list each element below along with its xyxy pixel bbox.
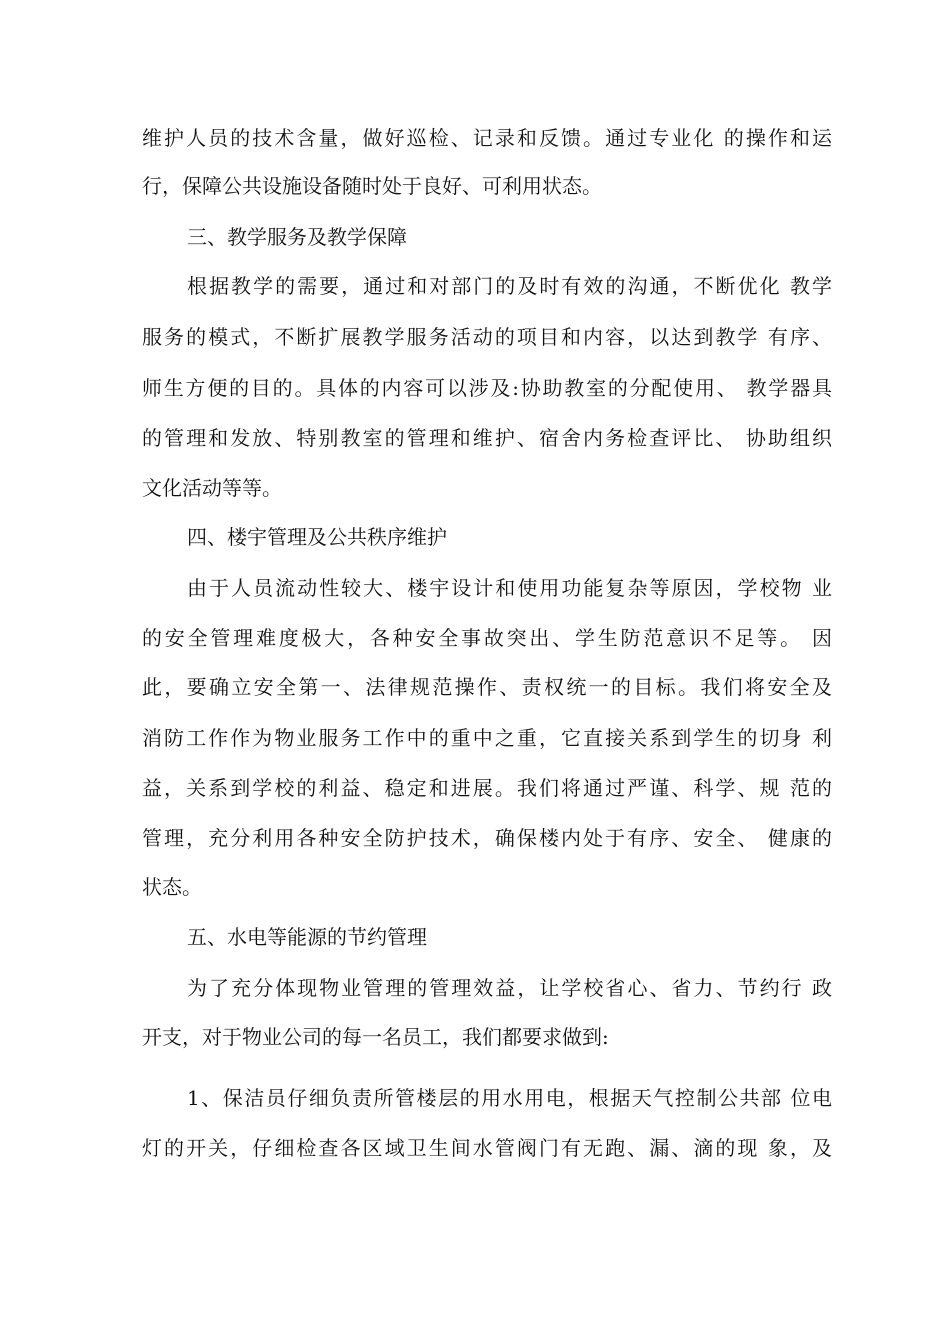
list-item-line: 灯的开关，仔细检查各区域卫生间水管阀门有无跑、漏、滴的现 象，及 bbox=[142, 1136, 832, 1160]
paragraph-line: 管理，充分利用各种安全防护技术，确保楼内处于有序、安全、 健康的 bbox=[142, 826, 832, 850]
paragraph-line: 由于人员流动性较大、楼宇设计和使用功能复杂等原因，学校物 业 bbox=[187, 576, 832, 600]
paragraph-line: 状态。 bbox=[142, 875, 202, 899]
paragraph-line: 服务的模式，不断扩展教学服务活动的项目和内容，以达到教学 有序、 bbox=[142, 325, 832, 349]
paragraph-line: 的管理和发放、特别教室的管理和维护、宿舍内务检查评比、 协助组织 bbox=[142, 426, 832, 450]
paragraph-line: 的安全管理难度极大，各种安全事故突出、学生防范意识不足等。 因 bbox=[142, 626, 832, 650]
paragraph-line: 师生方便的目的。具体的内容可以涉及:协助教室的分配使用、 教学器具 bbox=[142, 376, 832, 400]
paragraph-line: 消防工作作为物业服务工作中的重中之重，它直接关系到学生的切身 利 bbox=[142, 726, 832, 750]
section-heading-5: 五、水电等能源的节约管理 bbox=[187, 925, 427, 949]
paragraph-line: 维护人员的技术含量，做好巡检、记录和反馈。通过专业化 的操作和运 bbox=[142, 126, 832, 150]
paragraph-line: 此，要确立安全第一、法律规范操作、责权统一的目标。我们将安全及 bbox=[142, 675, 832, 699]
paragraph-line: 文化活动等等。 bbox=[142, 476, 282, 500]
section-heading-4: 四、楼宇管理及公共秩序维护 bbox=[187, 525, 447, 549]
paragraph-line: 益，关系到学校的利益、稳定和进展。我们将通过严谨、科学、规 范的 bbox=[142, 776, 832, 800]
paragraph-line: 根据教学的需要，通过和对部门的及时有效的沟通，不断优化 教学 bbox=[187, 274, 832, 298]
paragraph-line: 行，保障公共设施设备随时处于良好、可利用状态。 bbox=[142, 174, 602, 198]
section-heading-3: 三、教学服务及教学保障 bbox=[187, 225, 407, 249]
paragraph-line: 为了充分体现物业管理的管理效益，让学校省心、省力、节约行 政 bbox=[187, 976, 832, 1000]
paragraph-line: 开支，对于物业公司的每一名员工，我们都要求做到: bbox=[142, 1025, 609, 1049]
list-item-line: 1、保洁员仔细负责所管楼层的用水用电，根据天气控制公共部 位电 bbox=[187, 1086, 832, 1110]
